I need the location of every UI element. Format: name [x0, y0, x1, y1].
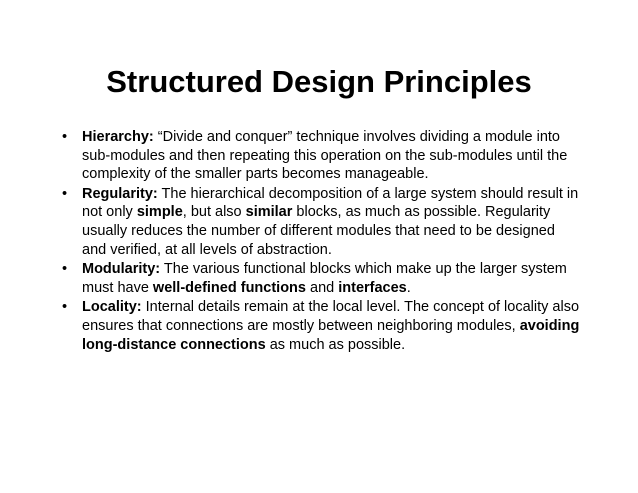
bullet-emphasis: avoiding long-distance connections	[82, 317, 580, 353]
bullet-item-regularity	[62, 185, 582, 259]
bullet-term: Locality:	[82, 299, 142, 316]
bullet-icon: •	[62, 299, 68, 316]
bullet-term: Modularity:	[82, 261, 161, 278]
slide-title: Structured Design Principles	[106, 64, 532, 99]
bullet-emphasis: interfaces	[338, 279, 407, 296]
bullet-text	[82, 299, 579, 352]
bullet-list	[62, 128, 582, 355]
bullet-icon: •	[62, 185, 68, 202]
bullet-body: “Divide and conquer” technique involves dividing a module into sub-modules and then repeating this operation on the sub-modules until the complexity of the smaller parts becomes manageable.	[82, 129, 568, 183]
bullet-body: blocks, as much as possible. Regularity usually reduces the number of different modules that need to be designed and verified, at all levels of abstraction.	[82, 204, 555, 258]
bullet-item-hierarchy	[62, 128, 582, 184]
bullet-body: and	[305, 279, 339, 296]
bullet-icon: •	[62, 129, 68, 145]
bullet-term: Hierarchy:	[82, 129, 154, 145]
bullet-text	[82, 186, 578, 258]
bullet-body: The various functional blocks which make up the larger system must have	[82, 261, 567, 296]
bullet-text	[82, 129, 567, 182]
bullet-text	[82, 261, 567, 296]
bullet-item-modularity	[62, 260, 582, 297]
bullet-icon: •	[62, 261, 68, 278]
bullet-body: The hierarchical decomposition of a large system should result in not only	[82, 185, 579, 221]
bullet-body: Internal details remain at the local level. The concept of locality also ensures that connections are mostly between neighboring modules,	[82, 299, 580, 334]
bullet-body: , but also	[182, 204, 246, 221]
bullet-item-locality	[62, 298, 582, 354]
bullet-body: as much as possible.	[265, 336, 406, 353]
bullet-term: Regularity:	[82, 185, 158, 202]
bullet-body: .	[406, 279, 411, 296]
bullet-emphasis: similar	[245, 204, 293, 221]
bullet-emphasis: simple	[136, 204, 183, 221]
bullet-emphasis: well-defined functions	[152, 279, 306, 296]
